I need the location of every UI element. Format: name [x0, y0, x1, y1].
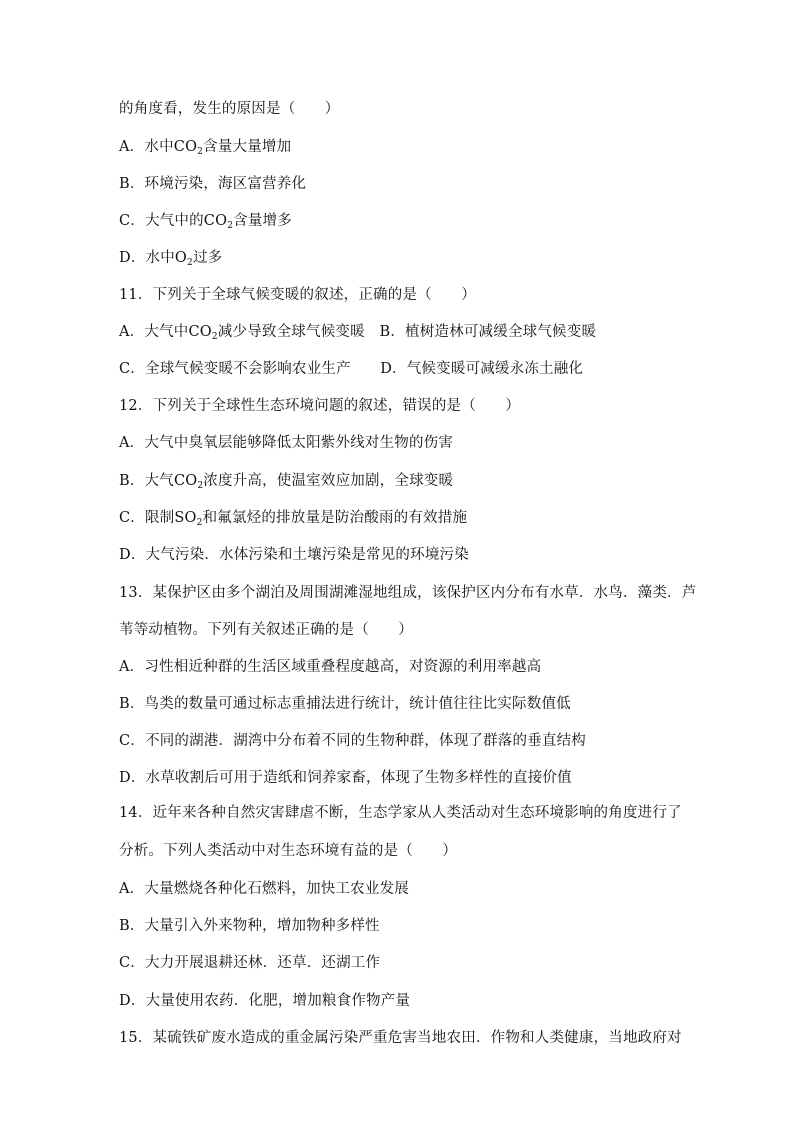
text-segment: 含量大量增加	[203, 139, 292, 155]
text-line	[119, 322, 596, 347]
text-line	[119, 359, 583, 379]
text-segment: D．大量使用农药．化肥，增加粮食作物产量	[119, 993, 411, 1009]
text-segment: 苇等动植物。下列有关叙述正确的是（ ）	[119, 622, 413, 638]
text-segment: C．不同的湖港．湖湾中分布着不同的生物种群，体现了群落的垂直结构	[119, 733, 586, 749]
text-segment: 的角度看，发生的原因是（ ）	[119, 101, 340, 117]
text-segment: 减少导致全球气候变暖 B．植树造林可减缓全球气候变暖	[217, 324, 597, 340]
text-segment: A．水中CO	[119, 139, 198, 155]
text-line	[119, 1028, 682, 1048]
text-segment: B．大量引入外来物种，增加物种多样性	[119, 918, 380, 934]
text-line	[119, 879, 409, 899]
text-segment: 11．下列关于全球气候变暖的叙述，正确的是（ ）	[119, 287, 476, 303]
text-segment: A．大气中臭氧层能够降低太阳紫外线对生物的伤害	[119, 435, 454, 451]
text-segment: C．全球气候变暖不会影响农业生产 D．气候变暖可减缓永冻土融化	[119, 361, 584, 377]
text-line	[119, 174, 306, 194]
text-line	[119, 248, 222, 273]
text-line	[119, 433, 453, 453]
text-line	[119, 471, 453, 496]
text-segment: B．大气CO	[119, 473, 198, 489]
text-line	[119, 768, 572, 788]
text-line	[119, 583, 696, 603]
text-segment: C．限制SO	[119, 510, 197, 526]
text-segment: C．大力开展退耕还林．还草．还湖工作	[119, 955, 381, 971]
subscript: 2	[227, 221, 234, 231]
subscript: 2	[196, 518, 203, 528]
text-line	[119, 803, 682, 823]
text-segment: B．环境污染，海区富营养化	[119, 176, 307, 192]
text-line	[119, 396, 520, 416]
text-segment: D．水中O	[119, 250, 188, 266]
subscript: 2	[187, 258, 193, 268]
text-line	[119, 137, 291, 162]
text-segment: A．大量燃烧各种化石燃料，加快工农业发展	[119, 881, 409, 897]
text-line	[119, 841, 457, 861]
text-line	[119, 620, 413, 640]
text-line	[119, 657, 541, 677]
subscript: 2	[197, 481, 204, 491]
text-line	[119, 916, 380, 936]
text-line	[119, 99, 340, 119]
text-segment: D．大气污染．水体污染和土壤污染是常见的环境污染	[119, 547, 469, 563]
text-line	[119, 508, 467, 533]
text-segment: 15．某硫铁矿废水造成的重金属污染严重危害当地农田．作物和人类健康，当地政府对	[119, 1030, 682, 1046]
text-line	[119, 953, 380, 973]
text-line	[119, 694, 571, 714]
text-segment: 12．下列关于全球性生态环境问题的叙述，错误的是（ ）	[119, 398, 521, 414]
subscript: 2	[197, 147, 204, 157]
text-line	[119, 285, 476, 305]
text-line	[119, 211, 292, 236]
text-segment: A．习性相近种群的生活区域重叠程度越高，对资源的利用率越高	[119, 659, 542, 675]
subscript: 2	[211, 332, 218, 342]
text-line	[119, 731, 586, 751]
text-segment: C．大气中的CO	[119, 213, 228, 229]
text-segment: 过多	[192, 250, 223, 266]
text-segment: B．鸟类的数量可通过标志重捕法进行统计，统计值往往比实际数值低	[119, 696, 571, 712]
text-segment: 分析。下列人类活动中对生态环境有益的是（ ）	[119, 843, 458, 859]
text-line	[119, 545, 469, 565]
text-segment: A．大气中CO	[119, 324, 212, 340]
text-segment: 浓度升高，使温室效应加剧，全球变暖	[203, 473, 454, 489]
text-segment: 和氟氯烃的排放量是防治酸雨的有效措施	[202, 510, 468, 526]
text-segment: 13．某保护区由多个湖泊及周围湖滩湿地组成，该保护区内分布有水草．水鸟．藻类．芦	[119, 585, 697, 601]
text-segment: 含量增多	[233, 213, 292, 229]
text-segment: D．水草收割后可用于造纸和饲养家畜，体现了生物多样性的直接价值	[119, 770, 572, 786]
text-segment: 14．近年来各种自然灾害肆虐不断，生态学家从人类活动对生态环境影响的角度进行了	[119, 805, 682, 821]
text-line	[119, 991, 410, 1011]
